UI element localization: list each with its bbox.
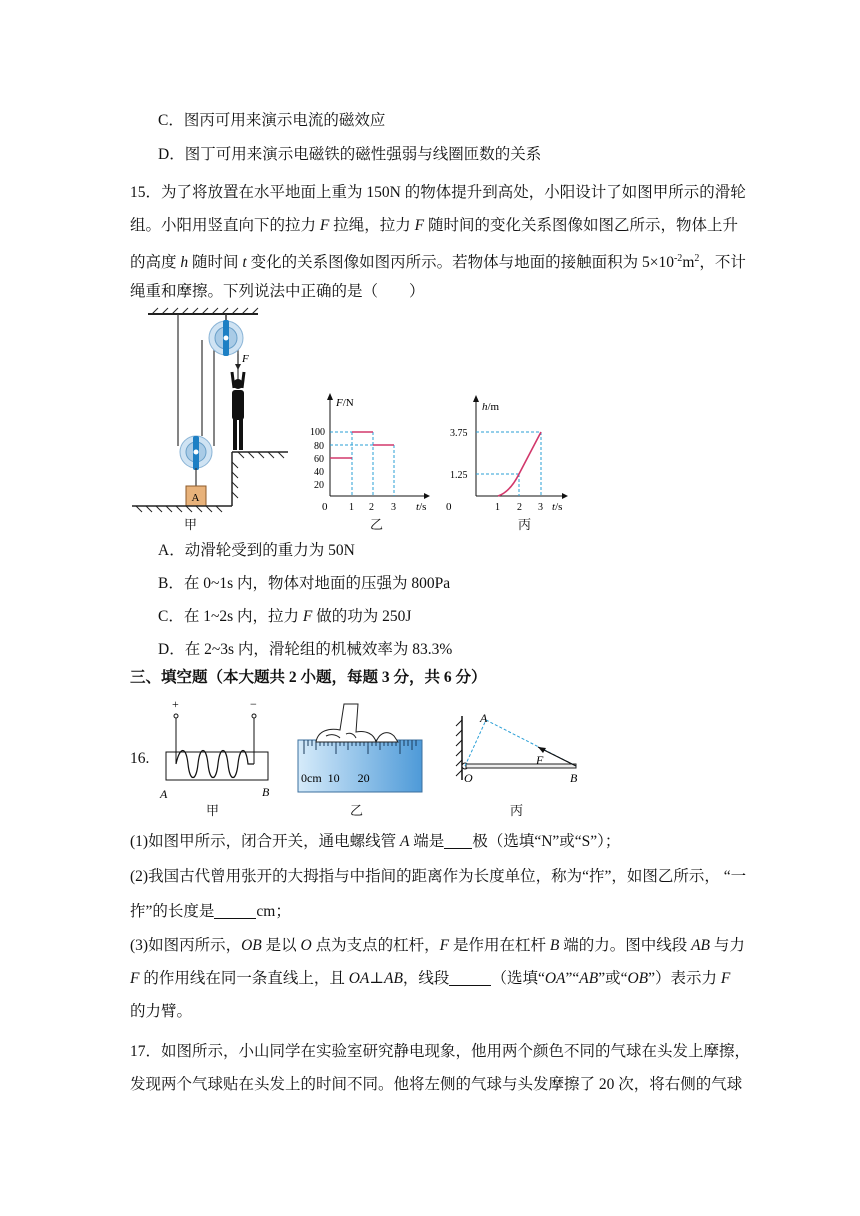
origin-label: 0	[446, 501, 452, 513]
ruler-scale-label: 0cm 10 20	[301, 771, 370, 785]
y-tick: 3.75	[450, 428, 468, 439]
force-time-chart	[304, 388, 434, 516]
answer-blank[interactable]	[449, 969, 491, 986]
q15-stem-line-1: 15．为了将放置在水平地面上重为 150N 的物体提升到高处，小阳设计了如图甲所示的滑轮	[130, 184, 746, 201]
x-axis-label: t/s	[416, 501, 427, 513]
y-tick: 20	[314, 480, 324, 491]
movable-pulley-icon	[180, 436, 212, 470]
answer-blank[interactable]	[214, 902, 256, 919]
q17-line-1: 17．如图所示，小山同学在实验室研究静电现象，他用两个颜色不同的气球在头发上摩擦，	[130, 1043, 751, 1060]
point-o-label: O	[464, 771, 473, 785]
y-axis-label: h/m	[482, 401, 500, 413]
lever-rod	[466, 764, 576, 768]
point-b-label: B	[570, 771, 578, 785]
positive-terminal: +	[172, 697, 179, 711]
y-tick: 80	[314, 441, 324, 452]
q14-option-d: D．图丁可用来演示电磁铁的磁性强弱与线圈匝数的关系	[158, 146, 542, 163]
end-b-label: B	[262, 785, 270, 799]
x-tick: 1	[349, 502, 354, 513]
figure-caption-jia: 甲	[206, 803, 220, 818]
figure-caption-jia: 甲	[184, 517, 198, 532]
x-tick: 3	[391, 502, 396, 513]
q16-sub-3-line-2: F 的作用线在同一条直线上，且 OA⊥AB，线段 （选填“OA”“AB”或“OB”）表示力 F	[130, 970, 731, 987]
ruler-figure	[296, 700, 426, 794]
lever-figure	[452, 708, 592, 792]
hand-icon	[316, 704, 398, 742]
q15-stem-line-3: 的高度 h 随时间 t 变化的关系图像如图丙所示。若物体与地面的接触面积为 $5\times 10^{-2}m^2$，不计	[130, 253, 746, 272]
q15-option-d: D．在 2~3s 内，滑轮组的机械效率为 83.3%	[158, 641, 453, 658]
x-tick: 2	[517, 502, 522, 513]
coil-icon	[176, 751, 254, 778]
figure-caption-yi: 乙	[350, 803, 364, 818]
q16-sub-3-line-1: (3)如图丙所示，OB 是以 O 点为支点的杠杆，F 是作用在杠杆 B 端的力。图中线段 AB 与力	[130, 937, 745, 954]
q15-option-c: C．在 1~2s 内，拉力 F 做的功为 250J	[158, 608, 412, 625]
q16-number: 16.	[130, 750, 150, 767]
point-a-label: A	[480, 711, 488, 725]
q16-sub-3-line-3: 的力臂。	[130, 1003, 193, 1020]
origin-label: 0	[322, 501, 328, 513]
q15-option-a: A．动滑轮受到的重力为 50N	[158, 542, 355, 559]
q15-option-b: B．在 0~1s 内，物体对地面的压强为 800Pa	[158, 575, 451, 592]
negative-terminal: −	[250, 697, 257, 711]
q15-stem-line-4: 绳重和摩擦。下列说法中正确的是（ ）	[130, 283, 425, 300]
y-tick: 60	[314, 454, 324, 465]
y-tick: 100	[310, 427, 325, 438]
figure-caption-bing: 丙	[518, 517, 532, 532]
solenoid-figure	[156, 696, 286, 802]
q14-option-c: C．图丙可用来演示电流的磁效应	[158, 112, 386, 129]
svg-text:A: A	[191, 492, 200, 504]
figure-caption-yi: 乙	[370, 517, 384, 532]
q15-stem-line-2: 组。小阳用竖直向下的拉力 F 拉绳，拉力 F 随时间的变化关系图像如图乙所示，物体上升	[130, 217, 738, 234]
x-axis-label: t/s	[552, 501, 563, 513]
end-a-label: A	[160, 787, 168, 801]
figure-caption-bing: 丙	[510, 803, 524, 818]
force-label: F	[242, 353, 249, 365]
fixed-pulley-icon	[209, 320, 243, 356]
x-tick: 3	[538, 502, 543, 513]
height-time-chart	[444, 392, 574, 516]
q17-line-2: 发现两个气球贴在头发上的时间不同。他将左侧的气球与头发摩擦了 20 次，将右侧的气球	[130, 1076, 743, 1093]
q16-sub-2-line-2: 拃”的长度是 cm；	[130, 903, 291, 920]
y-axis-label: F/N	[336, 397, 354, 409]
y-tick: 40	[314, 467, 324, 478]
section-title: 三、填空题（本大题共 2 小题，每题 3 分，共 6 分）	[130, 669, 487, 686]
answer-blank[interactable]	[444, 832, 472, 849]
y-tick: 1.25	[450, 470, 468, 481]
q16-sub-2-line-1: (2)我国古代曾用张开的大拇指与中指间的距离作为长度单位，称为“拃”，如图乙所示， “一	[130, 868, 747, 885]
pulley-system-figure	[128, 306, 298, 538]
x-tick: 2	[369, 502, 374, 513]
x-tick: 1	[495, 502, 500, 513]
person-pulling-icon	[232, 372, 244, 450]
force-label: F	[536, 753, 544, 767]
q16-sub-1: (1)如图甲所示，闭合开关，通电螺线管 A 端是 极（选填“N”或“S”）；	[130, 833, 621, 850]
